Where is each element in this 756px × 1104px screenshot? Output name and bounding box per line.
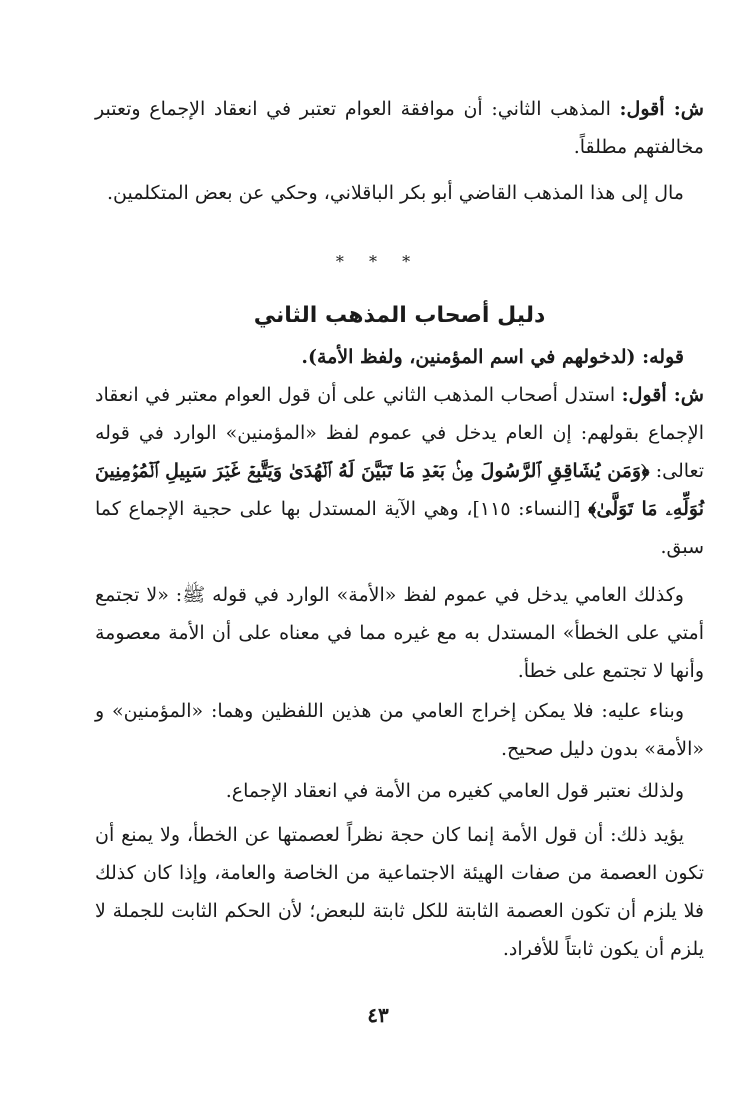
paragraph-1 (95, 90, 704, 166)
paragraph-3-lead: قوله: (لدخولهم في اسم المؤمنين، ولفظ الأمة). (301, 346, 684, 368)
paragraph-5-body: وكذلك العامي يدخل في عموم لفظ «الأمة» الوارد في قوله ﷺ: «لا تجتمع أمتي على الخطأ» المستدل به مع غيره مما في معناه على أن الأمة معصومة وأنها لا تجتمع على خطأ. (95, 584, 704, 682)
paragraph-6-body: وبناء عليه: فلا يمكن إخراج العامي من هذين اللفظين وهما: «المؤمنين» و «الأمة» بدون دليل صحيح. (95, 700, 704, 760)
quran-verse: ﴿وَمَن يُشَاقِقِ ٱلرَّسُولَ مِنۢ بَعۡدِ مَا تَبَيَّنَ لَهُ ٱلۡهُدَىٰ وَيَتَّبِعۡ غَيۡرَ سَبِيلِ ٱلۡمُؤۡمِنِينَ نُوَلِّهِۦ مَا تَوَلَّىٰ﴾ (95, 460, 704, 520)
section-heading: دليل أصحاب المذهب الثاني (253, 303, 546, 328)
section-separator: * * * (335, 252, 421, 271)
paragraph-8-body: يؤيد ذلك: أن قول الأمة إنما كان حجة نظراً لعصمتها عن الخطأ، ولا يمنع أن تكون العصمة من صفات الهيئة الاجتماعية من الخاصة والعامة، وإذا كان كذلك فلا يلزم أن تكون العصمة الثابتة للكل ثابتة للبعض؛ لأن الحكم الثابت للجملة لا يلزم أن يكون ثابتاً للأفراد. (95, 824, 704, 960)
paragraph-4-body-2: [النساء: ١١٥]، وهي الآية المستدل بها على حجية الإجماع كما سبق. (95, 498, 704, 558)
paragraph-4-body-1: استدل أصحاب المذهب الثاني على أن قول العوام معتبر في انعقاد الإجماع بقولهم: إن العام يدخل في عموم لفظ «المؤمنين» الوارد في قوله تعالى: (95, 384, 704, 482)
paragraph-5 (95, 576, 704, 690)
paragraph-1-lead: ش: أقول: (619, 98, 705, 120)
paragraph-2-body: مال إلى هذا المذهب القاضي أبو بكر الباقلاني، وحكي عن بعض المتكلمين. (106, 182, 684, 204)
paragraph-8 (95, 816, 704, 968)
paragraph-3 (95, 338, 704, 376)
paragraph-1-body: المذهب الثاني: أن موافقة العوام تعتبر في انعقاد الإجماع وتعتبر مخالفتهم مطلقاً. (95, 98, 704, 158)
paragraph-7-body: ولذلك نعتبر قول العامي كغيره من الأمة في انعقاد الإجماع. (225, 780, 684, 802)
paragraph-4-lead: ش: أقول: (621, 384, 704, 406)
page-number: ٤٣ (367, 1003, 389, 1027)
paragraph-6 (95, 692, 704, 768)
paragraph-7 (95, 772, 704, 810)
paragraph-4 (95, 376, 704, 566)
paragraph-2 (95, 174, 704, 212)
